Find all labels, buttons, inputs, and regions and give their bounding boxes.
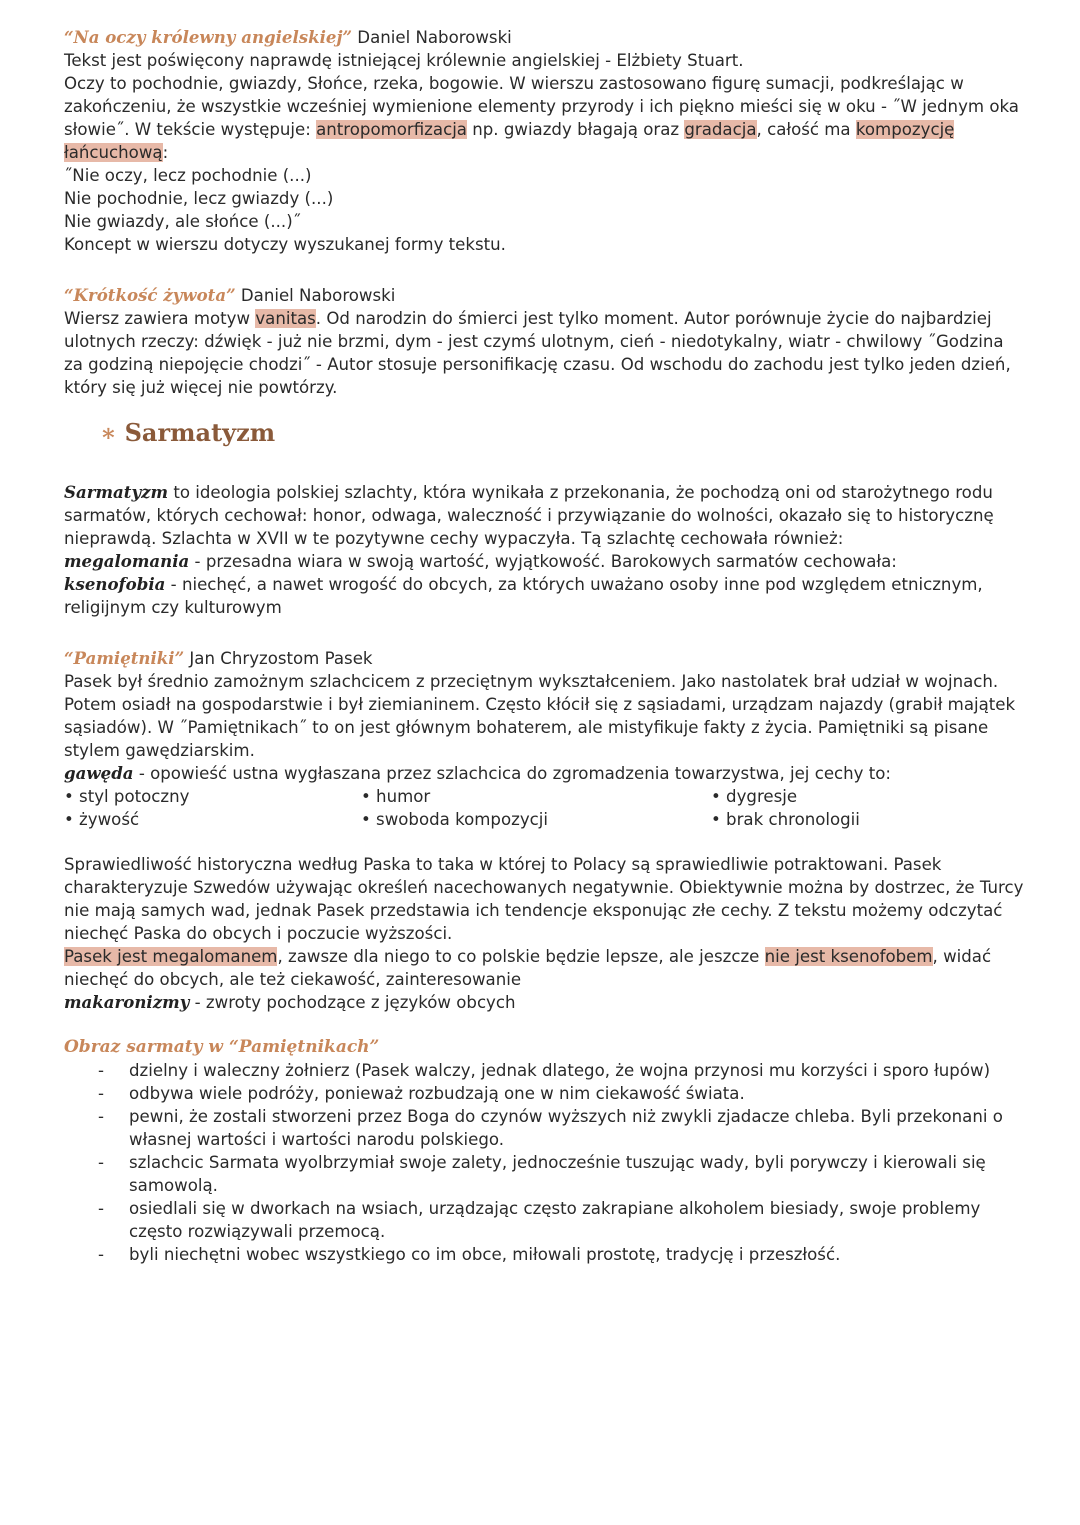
- paragraph: Sprawiedliwość historyczna według Paska to taka w której to Polacy są sprawiedliwie potraktowani. Pasek charakteryzuje Szwedów używając określeń nacechowanych negatywnie. Obiektywnie można by dostrzec, że Turcy nie mają samych wad, jednak Pasek przedstawia ich tendencje eksponując złe cechy. Z tekstu możemy odczytać niechęć Paska do obcych i poczucie wyższości.: [64, 855, 1024, 943]
- term-megalomania: megalomania: [64, 551, 190, 571]
- list-item: - szlachcic Sarmata wyolbrzymiał swoje zalety, jednocześnie tuszując wady, byli porywczy i kierowali się samowolą.: [64, 1151, 1024, 1197]
- paragraph: [64, 945, 1024, 991]
- list-item: - osiedlali się w dworkach na wsiach, urządzając często zakrapiane alkoholem biesiady, swoje problemy często rozwiązywali przemocą.: [64, 1197, 1024, 1243]
- text-run: - zwroty pochodzące z języków obcych: [189, 993, 516, 1012]
- feature-item: • styl potoczny: [64, 787, 190, 806]
- section-title-line: [64, 284, 1024, 307]
- list-item: - byli niechętni wobec wszystkiego co im obce, miłowali prostotę, tradycję i przeszłość.: [64, 1243, 1024, 1266]
- text-run: - opowieść ustna wygłaszana przez szlachcica do zgromadzenia towarzystwa, jej cechy to:: [133, 764, 892, 783]
- feature-item: • swoboda kompozycji: [361, 810, 548, 829]
- section-title-line: [64, 26, 1024, 49]
- text-run: , całość ma: [756, 120, 856, 139]
- text-run: - przesadna wiara w swoją wartość, wyjątkowość. Barokowych sarmatów cechowała:: [189, 552, 897, 571]
- feature-item: • dygresje: [711, 787, 798, 806]
- document-page: [64, 26, 1024, 1266]
- section-na-oczy: [64, 26, 1024, 256]
- text-run: :: [162, 143, 169, 162]
- subsection-title: Obraz sarmaty w “Pamiętnikach”: [64, 1037, 380, 1057]
- features-column: [711, 785, 1011, 831]
- paragraph: Pasek był średnio zamożnym szlachcicem z przeciętnym wykształceniem. Jako nastolatek brał udział w wojnach. Potem osiadł na gospodarstwie i był ziemianinem. Często kłócił się z sąsiadami, urządzam najazdy (grabił majątek sąsiadów). W ˝Pamiętnikach˝ to on jest głównym bohaterem, ale mistyfikuje fakty z życia. Pamiętniki są pisane stylem gawędziarskim.: [64, 672, 1016, 760]
- quote-line: Nie pochodnie, lecz gwiazdy (...): [64, 189, 334, 208]
- book-title: “Pamiętniki”: [64, 648, 185, 668]
- text-run: . Od narodzin do śmierci jest tylko moment. Autor porównuje życie do najbardziej ulotnych rzeczy: dźwięk - już nie brzmi, dym - jest czymś ulotnym, cień - niedotykalny, wiatr - chwilowy ˝Godzina za godziną niepojęcie chodzi˝ - Autor stosuje personifikację czasu. Od wschodu do zachodu jest tylko jeden dzień, który się już więcej nie powtórzy.: [64, 309, 1011, 397]
- paragraph: [64, 481, 1024, 550]
- feature-item: • humor: [361, 787, 431, 806]
- paragraph: Koncept w wierszu dotyczy wyszukanej formy tekstu.: [64, 235, 506, 254]
- term-ksenofobia: ksenofobia: [64, 574, 166, 594]
- list-item: - pewni, że zostali stworzeni przez Boga do czynów wyższych niż zwykli zjadacze chleba. Byli przekonani o własnej wartości i wartości narodu polskiego.: [64, 1105, 1024, 1151]
- list-item: - odbywa wiele podróży, ponieważ rozbudzają one w nim ciekawość świata.: [64, 1082, 1024, 1105]
- definition: [64, 573, 1024, 619]
- paragraph: [64, 72, 1024, 164]
- features-grid: [64, 785, 1024, 831]
- term-gaweda: gawęda: [64, 763, 134, 783]
- text-run: - niechęć, a nawet wrogość do obcych, za których uważano osoby inne pod względem etnicznym, religijnym czy kulturowym: [64, 575, 983, 617]
- feature-item: • brak chronologii: [711, 810, 860, 829]
- section-krotkosc-zywota: [64, 284, 1024, 399]
- feature-item: • żywość: [64, 810, 140, 829]
- section-title-line: [64, 647, 1024, 670]
- sarmata-traits-list: [64, 1059, 1024, 1266]
- list-item: - dzielny i waleczny żołnierz (Pasek walczy, jednak dlatego, że wojna przynosi mu korzyści i sporo łupów): [64, 1059, 1024, 1082]
- highlight-ksenofobem: nie jest ksenofobem: [764, 947, 933, 966]
- highlight-kompozycja: kompozycję łańcuchową: [64, 120, 955, 162]
- section-pamietniki: [64, 647, 1024, 831]
- paragraph: [64, 307, 1024, 399]
- term-makaronizmy: makaronizmy: [64, 992, 190, 1012]
- heading-text: Sarmatyzm: [124, 418, 276, 447]
- quote-line: ˝Nie oczy, lecz pochodnie (...): [64, 166, 312, 185]
- text-run: , zawsze dla niego to co polskie będzie lepsze, ale jeszcze: [277, 947, 765, 966]
- section-sarmatyzm-definitions: [64, 481, 1024, 619]
- book-author: Jan Chryzostom Pasek: [184, 649, 373, 668]
- poem-title: “Krótkość żywota”: [64, 285, 236, 305]
- quote-line: Nie gwiazdy, ale słońce (...)˝: [64, 212, 301, 231]
- highlight-gradacja: gradacja: [684, 120, 757, 139]
- features-column: [361, 785, 711, 831]
- section-obraz-sarmaty: [64, 1036, 1024, 1266]
- poem-author: Daniel Naborowski: [352, 28, 512, 47]
- paragraph: Tekst jest poświęcony naprawdę istniejącej królewnie angielskiej - Elżbiety Stuart.: [64, 51, 744, 70]
- poem-author: Daniel Naborowski: [235, 286, 396, 305]
- text-run: to ideologia polskiej szlachty, która wynikała z przekonania, że pochodzą oni od starożytnego rodu sarmatów, których cechował: honor, odwaga, waleczność i przywiązanie do wolności, okazało się to historycznę nieprawdą. Szlachta w XVII w te pozytywne cechy wypaczyła. Tą szlachtę cechowała również:: [64, 483, 994, 548]
- highlight-megalomanem: Pasek jest megalomanem: [64, 947, 278, 966]
- section-sprawiedliwosc: [64, 853, 1024, 1014]
- highlight-antropomorfizacja: antropomorfizacja: [316, 120, 467, 139]
- poem-title: “Na oczy królewny angielskiej”: [64, 27, 353, 47]
- text-run: , widać niechęć do obcych, ale też ciekawość, zainteresowanie: [64, 947, 992, 989]
- features-column: [64, 785, 361, 831]
- asterisk-icon: ∗: [100, 418, 117, 447]
- text-run: np. gwiazdy błagają oraz: [466, 120, 685, 139]
- definition: [64, 550, 1024, 573]
- section-heading-sarmatyzm: [100, 413, 1024, 453]
- text-run: Wiersz zawiera motyw: [64, 309, 256, 328]
- term-sarmatyzm: Sarmatyzm: [64, 482, 169, 502]
- definition: [64, 762, 1024, 785]
- text-run: Oczy to pochodnie, gwiazdy, Słońce, rzeka, bogowie. W wierszu zastosowano figurę sumacji, podkreślając w zakończeniu, że wszystkie wcześniej wymienione elementy przyrody i ich piękno mieści się w oku - ˝W jednym oka słowie˝. W tekście występuje:: [64, 74, 1019, 139]
- definition: [64, 991, 1024, 1014]
- highlight-vanitas: vanitas: [255, 309, 316, 328]
